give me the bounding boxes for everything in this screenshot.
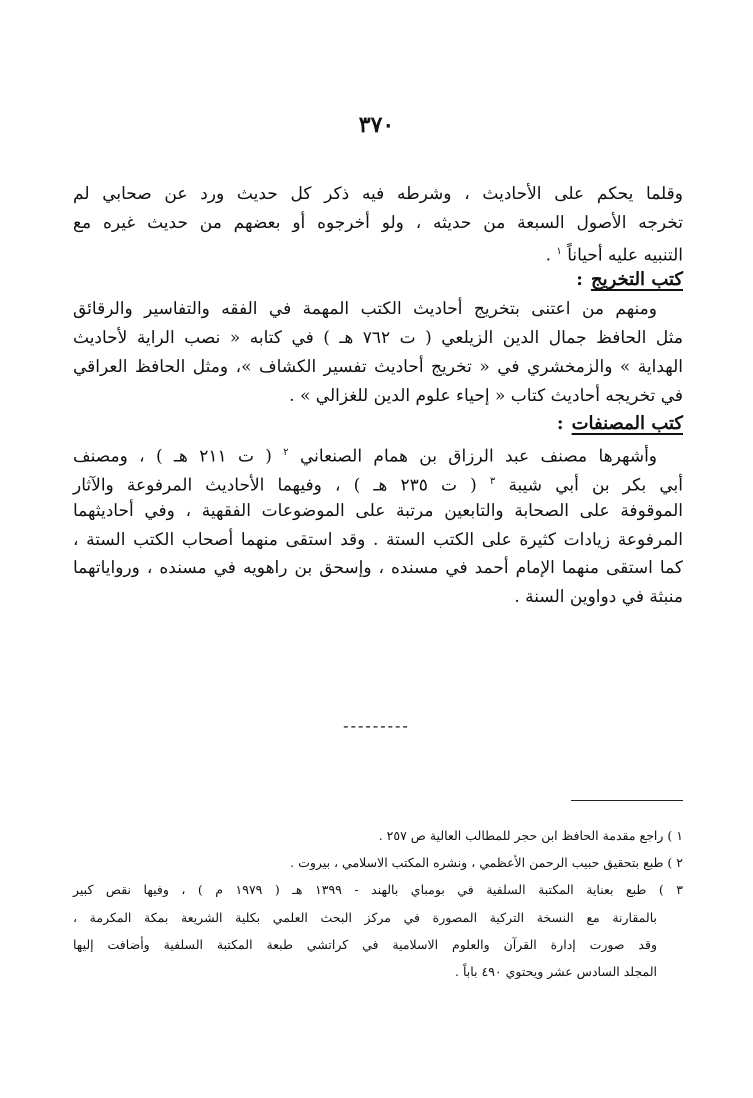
footnote-ref-3: ٣ xyxy=(489,475,496,487)
footnote-ref-1: ١ xyxy=(556,245,562,257)
footnote-3-line-3: وقد صورت إدارة القرآن والعلوم الاسلامية في كراتشي طبعة المكتبة السلفية وأضافت إليها xyxy=(73,936,657,952)
paragraph-1-line-3 xyxy=(73,238,683,267)
heading-takhrij xyxy=(73,266,683,295)
takhrij-line-4: في تخريجه أحاديث كتاب « إحياء علوم الدين للغزالي » . xyxy=(289,385,683,406)
page-number: ٣٧٠ xyxy=(358,112,395,138)
musannafat-line-1 xyxy=(73,439,683,468)
musannafat-line-2-after: ( ت ٢٣٥ هـ ) ، وفيهما الأحاديث المرفوعة والآثار xyxy=(73,475,477,496)
footnotes xyxy=(73,822,683,985)
musannafat-line-2 xyxy=(73,468,683,497)
footnote-2: ٢ ) طبع بتحقيق حبيب الرحمن الأعظمي ، ونشره المكتب الاسلامي ، بيروت . xyxy=(290,855,683,871)
musannafat-line-3: الموقوفة على الصحابة والتابعين مرتبة على الموضوعات الفقهية ، وفي أحاديثهما xyxy=(73,500,683,521)
heading-musannafat-text: كتب المصنفات xyxy=(571,413,683,435)
paragraph-1-line-1: وقلما يحكم على الأحاديث ، وشرطه فيه ذكر كل حديث ورد عن صحابي لم xyxy=(73,184,683,204)
paragraph-1-line-2: تخرجه الأصول السبعة من حديثه ، ولو أخرجوه أو بعضهم من حديث غيره مع xyxy=(73,212,683,233)
section-separator: --------- xyxy=(343,716,410,735)
takhrij-line-2: مثل الحافظ جمال الدين الزيلعي ( ت ٧٦٢ هـ ) في كتابه « نصب الراية لأحاديث xyxy=(73,327,683,348)
footnote-3-line-4: المجلد السادس عشر ويحتوي ٤٩٠ باباً . xyxy=(455,963,657,979)
musannafat-line-1-before: وأشهرها مصنف عبد الرزاق بن همام الصنعاني xyxy=(300,446,657,467)
heading-musannafat xyxy=(73,410,683,439)
footnote-3-line-2: بالمقارنة مع النسخة التركية المصورة في مركز البحث العلمي بكلية الشريعة بمكة المكرمة ، xyxy=(73,909,657,925)
footnote-ref-2: ٢ xyxy=(283,447,289,459)
footnote-3-line-1: ٣ ) طبع بعناية المكتبة السلفية في بومباي بالهند - ١٣٩٩ هـ ( ١٩٧٩ م ) ، وفيها نقص كبير xyxy=(73,882,683,898)
musannafat-line-4: المرفوعة زيادات كثيرة على الكتب الستة . وقد استقى منهما أصحاب الكتب الستة ، xyxy=(73,529,683,550)
takhrij-line-3: الهداية » والزمخشري في « تخريج أحاديث تفسير الكشاف »، ومثل الحافظ العراقي xyxy=(73,356,683,377)
musannafat-line-5: كما استقى منهما الإمام أحمد في مسنده ، وإسحق بن راهويه في مسنده ، ورواياتهما xyxy=(73,558,683,579)
main-text xyxy=(73,180,683,612)
musannafat-line-2-before: أبي بكر بن أبي شيبة xyxy=(508,475,684,496)
paragraph-1-end: . xyxy=(545,245,551,266)
musannafat-line-1-after: ( ت ٢١١ هـ ) ، ومصنف xyxy=(73,446,272,467)
footnote-1: ١ ) راجع مقدمة الحافظ ابن حجر للمطالب العالية ص ٢٥٧ . xyxy=(378,828,683,843)
paragraph-1-line-3-text: التنبيه عليه أحياناً xyxy=(567,245,683,266)
musannafat-line-6: منبثة في دواوين السنة . xyxy=(514,587,683,608)
footnote-divider xyxy=(571,800,683,801)
heading-musannafat-colon: : xyxy=(556,413,564,435)
heading-takhrij-colon: : xyxy=(576,269,583,291)
takhrij-line-1: ومنهم من اعتنى بتخريج أحاديث الكتب المهمة في الفقه والتفاسير والرقائق xyxy=(73,299,657,320)
heading-takhrij-text: كتب التخريج xyxy=(590,269,683,291)
